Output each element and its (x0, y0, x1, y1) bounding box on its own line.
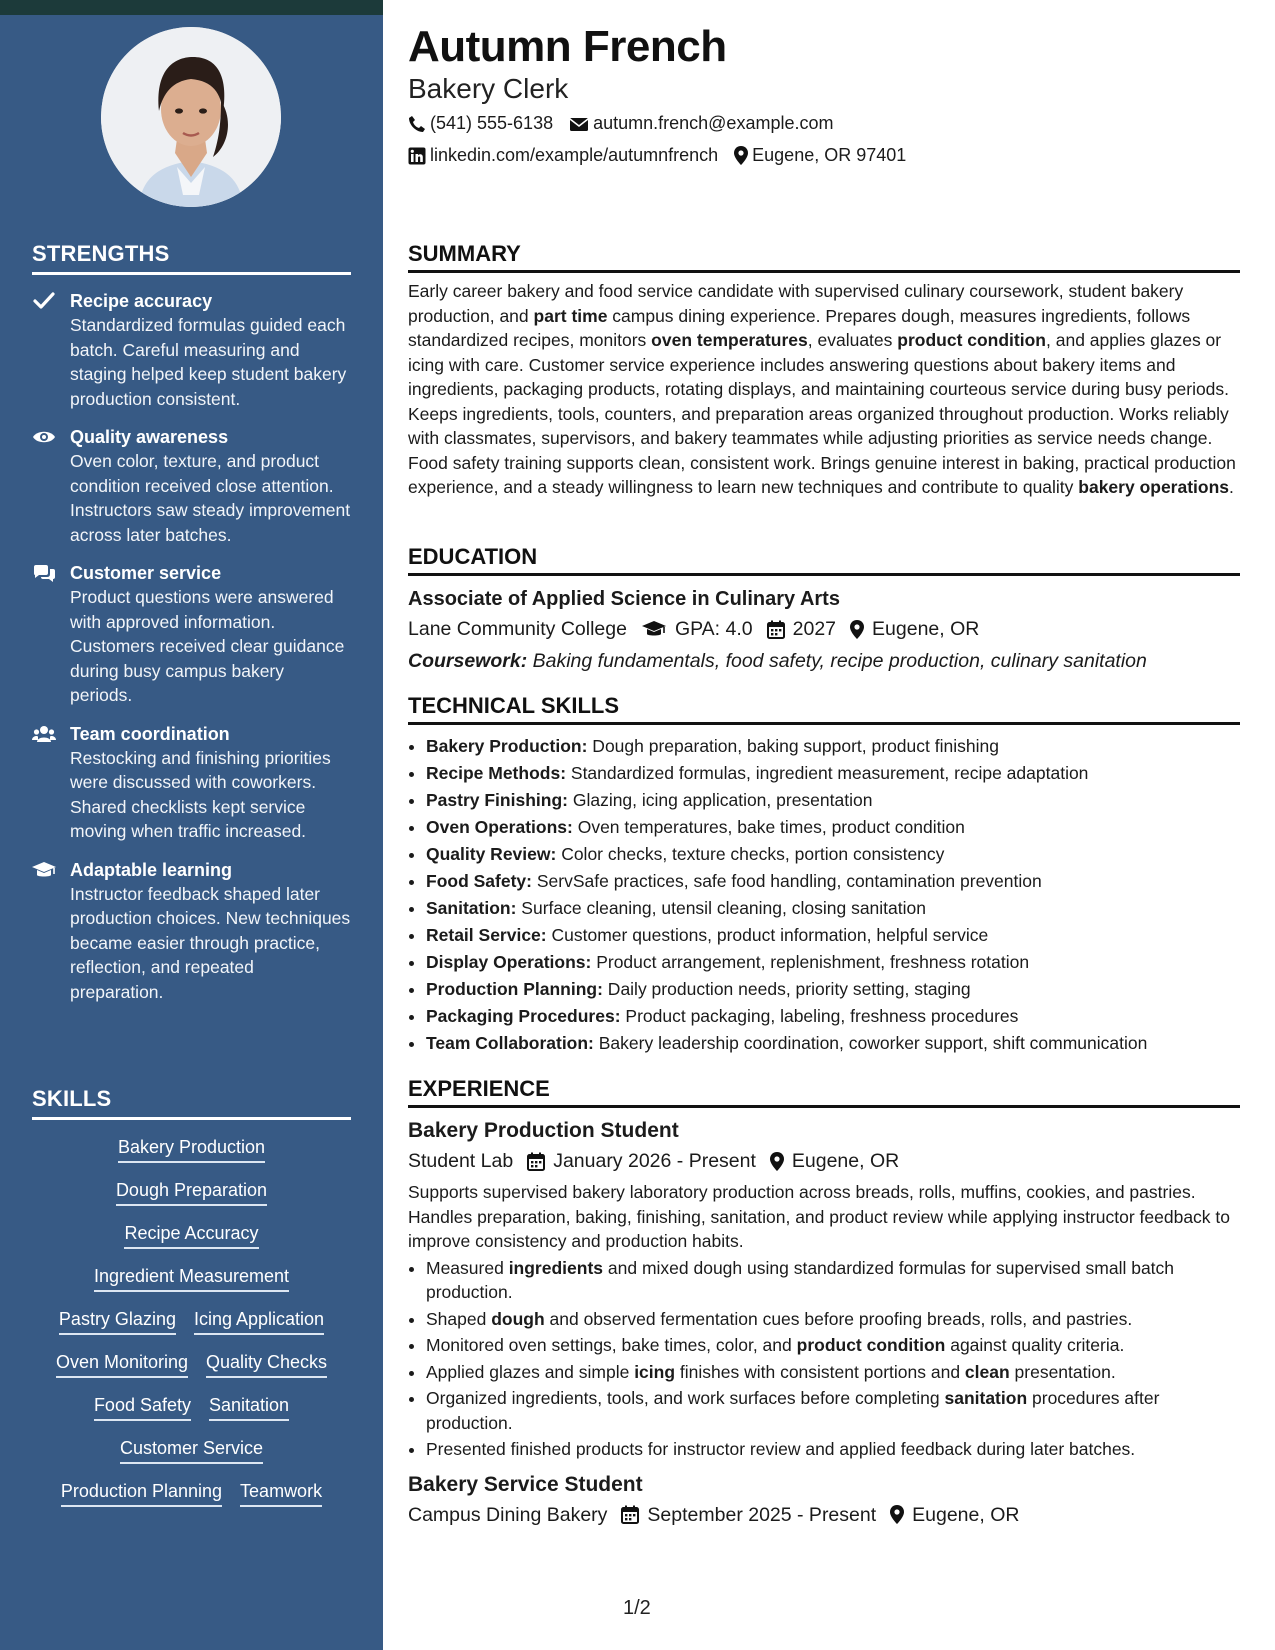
job-description: Supports supervised bakery laboratory production across breads, rolls, muffins, cookies, and pastries. Handles preparation, baking, finishing, sanitation, and product review while applying instructor feedback to improve consistency and production habits. (408, 1182, 1231, 1251)
skills-heading: SKILLS (32, 1086, 351, 1120)
strength-title: Team coordination (70, 723, 230, 744)
list-item: • Retail Service: Customer questions, product information, helpful service (426, 922, 1240, 949)
strength-item (32, 561, 351, 708)
technical-skills-heading: TECHNICAL SKILLS (408, 693, 1240, 725)
skill-row (32, 1179, 351, 1206)
list-item: • Presented finished products for instructor review and applied feedback during later batches. (426, 1437, 1240, 1462)
map-marker-icon (850, 620, 864, 639)
graduation-year: 2027 (792, 618, 837, 640)
strength-title: Quality awareness (70, 427, 229, 447)
list-item: • Monitored oven settings, bake times, color, and product condition against quality criteria. (426, 1333, 1240, 1358)
skill-row (32, 1136, 351, 1163)
phone-icon (408, 115, 426, 133)
job-title: Bakery Service Student (408, 1472, 643, 1496)
list-item: • Shaped dough and observed fermentation cues before proofing breads, rolls, and pastries. (426, 1307, 1240, 1332)
strength-item (32, 858, 351, 1005)
users-icon (32, 723, 56, 745)
technical-skills-section (408, 693, 1240, 1057)
strength-item (32, 425, 351, 547)
sidebar-top-bar (0, 0, 383, 15)
job-location: Eugene, OR (912, 1503, 1020, 1526)
strength-body: Product questions were answered with approved information. Customers received clear guidance during busy campus bakery periods. (70, 587, 345, 705)
strength-body: Instructor feedback shaped later production choices. New techniques became easier through practice, reflection, and repeated preparation. (70, 883, 351, 1002)
list-item: • Production Planning: Daily production needs, priority setting, staging (426, 976, 1240, 1003)
strength-title: Recipe accuracy (70, 291, 213, 311)
list-item: • Recipe Methods: Standardized formulas, ingredient measurement, recipe adaptation (426, 760, 1240, 787)
strength-body: Oven color, texture, and product condition received close attention. Instructors saw steady improvement across later batches. (70, 451, 351, 545)
strength-body: Standardized formulas guided each batch. Careful measuring and staging helped keep student bakery production consistent. (70, 315, 347, 409)
list-item: • Team Collaboration: Bakery leadership coordination, coworker support, shift communication (426, 1030, 1240, 1057)
list-item: • Quality Review: Color checks, texture checks, portion consistency (426, 841, 1240, 868)
contact-row-2 (408, 145, 922, 166)
calendar-icon (621, 1505, 639, 1524)
list-item: • Sanitation: Surface cleaning, utensil cleaning, closing sanitation (426, 895, 1240, 922)
strengths-section (32, 241, 351, 1004)
job-bullets (408, 1256, 1240, 1462)
strength-item (32, 289, 351, 411)
skill-row (32, 1480, 351, 1507)
skill-chip: Recipe Accuracy (124, 1222, 258, 1249)
candidate-name: Autumn French (408, 22, 727, 71)
comments-icon (32, 562, 56, 584)
map-marker-icon (770, 1152, 784, 1171)
map-marker-icon (890, 1505, 904, 1524)
skill-row (32, 1394, 351, 1421)
skill-chip: Customer Service (120, 1437, 263, 1464)
job-dates: September 2025 - Present (647, 1503, 877, 1526)
degree-title: Associate of Applied Science in Culinary Arts (408, 588, 840, 610)
linkedin-text: linkedin.com/example/autumnfrench (430, 145, 719, 165)
skill-chip: Ingredient Measurement (94, 1265, 289, 1292)
contact-email[interactable] (569, 113, 833, 134)
skill-row (32, 1308, 351, 1335)
skills-list (32, 1136, 351, 1507)
job-location: Eugene, OR (791, 1150, 900, 1172)
job-meta (408, 1148, 1240, 1174)
skill-chip: Dough Preparation (116, 1179, 267, 1206)
experience-section (408, 1076, 1240, 1528)
coursework-label: Coursework: (408, 650, 528, 672)
school-location: Eugene, OR (872, 618, 980, 640)
job-meta (408, 1502, 1240, 1528)
skills-section (32, 1086, 351, 1507)
skill-chip: Teamwork (240, 1480, 322, 1507)
eye-icon (32, 426, 56, 448)
graduation-cap-icon (641, 620, 667, 638)
map-marker-icon (734, 146, 748, 165)
list-item: • Pastry Finishing: Glazing, icing application, presentation (426, 787, 1240, 814)
summary-heading: SUMMARY (408, 241, 1240, 273)
check-icon (32, 290, 56, 312)
skill-row (32, 1351, 351, 1378)
job-title: Bakery Production Student (408, 1119, 679, 1142)
list-item: • Oven Operations: Oven temperatures, bake times, product condition (426, 814, 1240, 841)
education-section (408, 544, 1240, 674)
skill-chip: Food Safety (94, 1394, 191, 1421)
job-org: Student Lab (408, 1150, 514, 1172)
page-number: 1/2 (623, 1597, 651, 1619)
contact-phone[interactable] (408, 113, 553, 134)
experience-heading: EXPERIENCE (408, 1076, 1240, 1108)
candidate-role: Bakery Clerk (408, 73, 569, 104)
skill-row (32, 1265, 351, 1292)
avatar-portrait-icon (101, 27, 281, 207)
skill-chip: Pastry Glazing (59, 1308, 176, 1335)
education-heading: EDUCATION (408, 544, 1240, 576)
list-item: • Display Operations: Product arrangement, replenishment, freshness rotation (426, 949, 1240, 976)
strengths-heading: STRENGTHS (32, 241, 351, 275)
skill-chip: Quality Checks (206, 1351, 327, 1378)
list-item: • Packaging Procedures: Product packaging, labeling, freshness procedures (426, 1003, 1240, 1030)
location-text: Eugene, OR 97401 (752, 145, 907, 165)
strength-title: Adaptable learning (70, 859, 233, 880)
summary-section (408, 241, 1240, 500)
skill-chip: Bakery Production (118, 1136, 265, 1163)
job-org: Campus Dining Bakery (408, 1503, 608, 1526)
list-item: • Bakery Production: Dough preparation, baking support, product finishing (426, 733, 1240, 760)
list-item: • Organized ingredients, tools, and work surfaces before completing sanitation procedures after production. (426, 1386, 1240, 1435)
envelope-icon (569, 116, 589, 132)
contact-linkedin[interactable] (408, 145, 718, 166)
strength-title: Customer service (70, 563, 222, 583)
skill-chip: Production Planning (61, 1480, 222, 1507)
list-item: • Measured ingredients and mixed dough using standardized formulas for supervised small batch production. (426, 1256, 1240, 1305)
education-meta (408, 616, 1240, 642)
school-name: Lane Community College (408, 618, 627, 640)
skill-row (32, 1437, 351, 1464)
skill-chip: Sanitation (209, 1394, 289, 1421)
sidebar (0, 0, 383, 1650)
email-text: autumn.french@example.com (593, 113, 834, 133)
contact-row-1 (408, 113, 849, 134)
graduation-cap-icon (32, 859, 56, 881)
skill-row (32, 1222, 351, 1249)
phone-text: (541) 555-6138 (430, 113, 554, 133)
linkedin-icon (408, 147, 426, 165)
calendar-icon (767, 620, 785, 639)
strength-item (32, 722, 351, 844)
technical-skills-list (408, 733, 1240, 1057)
contact-location (734, 145, 906, 166)
summary-text: Early career bakery and food service candidate with supervised culinary coursework, student bakery production, and part time campus dining experience. Prepares dough, measures ingredients, follows standardized recipes, monitors oven temperatures, evaluates product condition, and applies glazes or icing with care. Customer service experience includes answering questions about bakery items and ingredients, packaging products, rotating displays, and maintaining courteous service during busy periods. Keeps ingredients, tools, counters, and preparation areas organized throughout production. Works reliably with classmates, supervisors, and bakery teammates while adjusting priorities as service needs change. Food safety training supports clean, consistent work. Brings genuine interest in baking, practical production experience, and a steady willingness to learn new techniques and contribute to quality bakery operations. (408, 281, 1236, 497)
job-dates: January 2026 - Present (553, 1150, 756, 1172)
coursework: Coursework: Baking fundamentals, food safety, recipe production, culinary sanitation (408, 650, 1147, 672)
skill-chip: Oven Monitoring (56, 1351, 188, 1378)
gpa: GPA: 4.0 (674, 618, 753, 640)
skill-chip: Icing Application (194, 1308, 324, 1335)
calendar-icon (527, 1152, 545, 1171)
avatar (101, 27, 281, 207)
strength-body: Restocking and finishing priorities were discussed with coworkers. Shared checklists kept service moving when traffic increased. (70, 747, 331, 841)
list-item: • Food Safety: ServSafe practices, safe food handling, contamination prevention (426, 868, 1240, 895)
list-item: • Applied glazes and simple icing finishes with consistent portions and clean presentation. (426, 1360, 1240, 1385)
